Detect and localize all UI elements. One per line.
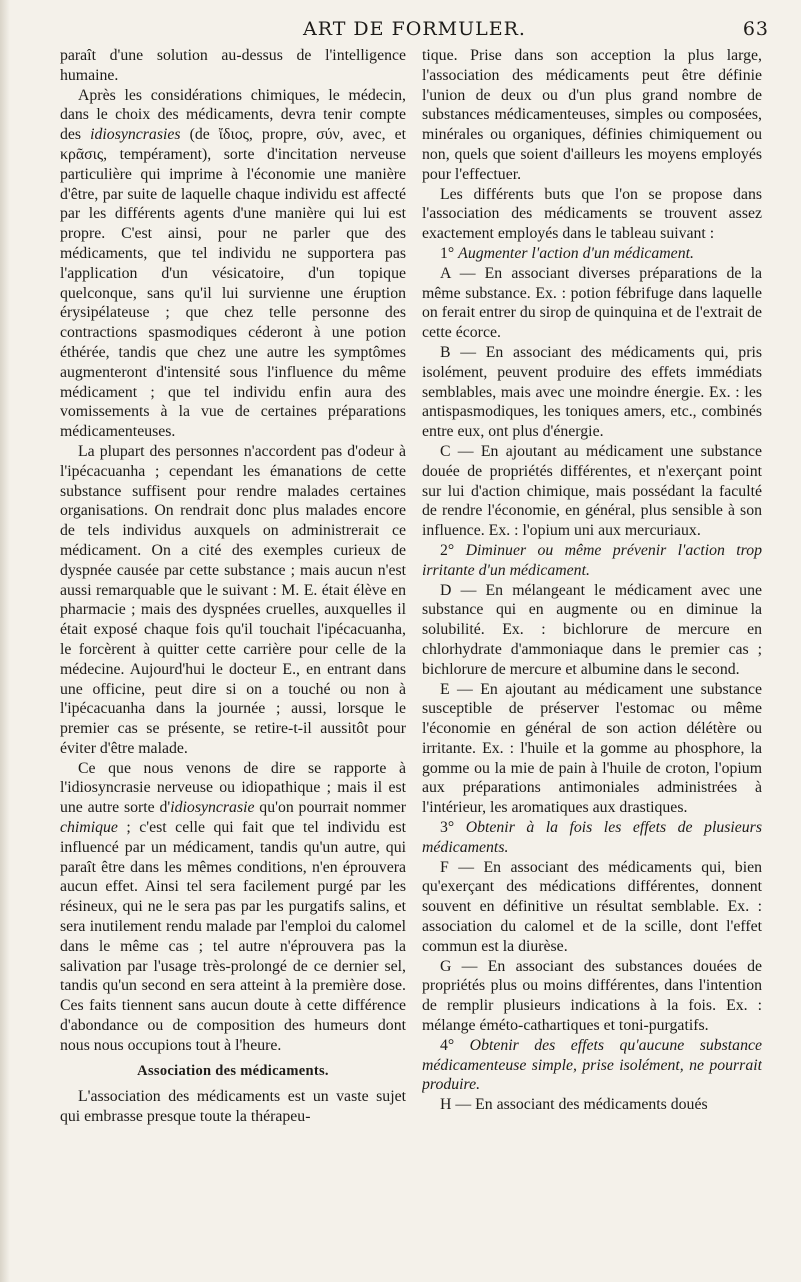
paragraph: Les différents buts que l'on se propose dans l'association des médicaments se trouvent assez exactement employés dans le tableau suivant : xyxy=(422,185,762,243)
running-title: ART DE FORMULER. xyxy=(303,18,526,40)
heading-2: 2° Diminuer ou même prévenir l'action trop irritante d'un médicament. xyxy=(422,541,762,579)
item-b: B — En associant des médicaments qui, pris isolément, peuvent produire des effets immédiats semblables, mais avec une moindre énergie. Ex. : les antispasmodiques, les toniques amers, etc., combinés entre eux, ont plus d'énergie. xyxy=(422,343,762,441)
item-a: A — En associant diverses préparations de la même substance. Ex. : potion fébrifuge dans laquelle on ferait entrer du sirop de quinquina et de l'extrait de cette écorce. xyxy=(422,264,762,342)
item-c: C — En ajoutant au médicament une substance douée de propriétés différentes, et n'exerçant point sur lui d'action chimique, mais possédant la faculté de rendre l'économie, en général, plus sensible à son influence. Ex. : l'opium uni aux mercuriaux. xyxy=(422,442,762,540)
right-column xyxy=(422,46,762,1246)
paragraph-idiosyncrasies: Après les considérations chimiques, le médecin, dans le choix des médicaments, devra tenir compte des idiosyncrasies (de ἴδιος, propre, σύν, avec, et κρᾶσις, tempérament), sorte d'incitation nerveuse particulière qui imprime à l'économie une manière d'être, par suite de laquelle chaque individu est affecté par les différents agents d'une manière qui lui est propre. C'est ainsi, pour ne parler que des médicaments, que tel individu ne supportera pas l'application d'un vésicatoire, d'un topique quelconque, sans qu'il lui survienne une éruption érysipélateuse ; que chez telle personne des contractions spasmodiques céderont à une potion éthérée, tandis que chez une autre les symptômes augmenteront d'intensité sous l'influence du même médicament ; que tel individu enfin aura des vomissements à la vue de certaines préparations médicamenteuses. xyxy=(60,86,406,441)
running-header xyxy=(60,18,769,44)
heading-3: 3° Obtenir à la fois les effets de plusieurs médicaments. xyxy=(422,819,762,856)
heading-1: 1° Augmenter l'action d'un médicament. xyxy=(440,244,694,262)
paragraph-chemical-idiosyncrasy: Ce que nous venons de dire se rapporte à l'idiosyncrasie nerveuse ou idiopathique ; mais il est une autre sorte d'idiosyncrasie qu'on pourrait nommer chimique ; c'est celle qui fait que tel individu est influencé par un médicament, tandis qu'un autre, qui paraît être dans les mêmes conditions, n'en éprouvera aucun effet. Ainsi tel sera facilement purgé par les résineux, qui ne le sera pas par les purgatifs salins, et sera inutilement rendu malade par l'emploi du calomel dans le même cas ; tel autre n'éprouvera pas la salivation par l'usage très-prolongé de ce dernier sel, tandis qu'un second en sera atteint à la première dose. Ces faits tiennent sans aucun doute à cette différence d'abondance ou de composition des humeurs dont nous nous occupions tout à l'heure. xyxy=(60,759,406,1054)
term-idiosyncrasie: idiosyncrasie xyxy=(170,799,255,817)
item-f: F — En associant des médicaments qui, bien qu'exerçant des médications différentes, donnent souvent en définitive un résultat semblable. Ex. : association du calomel et de la scille, dont l'effet commun est la diurèse. xyxy=(422,858,762,955)
page-edge-shadow xyxy=(0,0,10,1282)
item-h: H — En associant des médicaments doués xyxy=(440,1096,708,1114)
page-number: 63 xyxy=(742,18,769,40)
paragraph: paraît d'une solution au-dessus de l'intelligence humaine. xyxy=(60,47,406,84)
item-e: E — En ajoutant au médicament une substance susceptible de préserver l'estomac ou même l'économie en général de son action délétère ou irritante. Ex. : l'huile et la gomme au phosphore, la gomme ou la mie de pain à l'huile de croton, l'opium aux préparations antimoniales administrées à l'intérieur, les aromatiques aux drastiques. xyxy=(422,680,762,817)
paragraph-association: L'association des médicaments est un vaste sujet qui embrasse presque toute la thérapeu- xyxy=(60,1088,406,1126)
item-d: D — En mélangeant le médicament avec une substance qui en augmente ou en diminue la solubilité. Ex. : bichlorure de mercure en chlorhydrate d'ammoniaque dans le premier cas ; bichlorure de mercure et albumine dans le second. xyxy=(422,581,762,678)
item-g: G — En associant des substances douées de propriétés plus ou moins différentes, dans l'intention de remplir plusieurs indications à la fois. Ex. : mélange éméto-cathartiques et toni-purgatifs. xyxy=(422,957,762,1035)
term-idiosyncrasies: idiosyncrasies xyxy=(90,126,181,144)
heading-4: 4° Obtenir des effets qu'aucune substance médicamenteuse simple, prise isolément, ne pourrait produire. xyxy=(422,1036,762,1094)
term-chimique: chimique xyxy=(60,819,118,837)
paragraph-ipecacuanha: La plupart des personnes n'accordent pas d'odeur à l'ipécacuanha ; cependant les émanations de cette substance suffisent pour rendre malades certaines organisations. On rendrait donc plus malades encore de tels individus auxquels on administrerait ce médicament. On a cité des exemples curieux de dyspnée causée par cette substance ; mais aucun n'est aussi remarquable que le suivant : M. E. était élève en pharmacie ; mais des dyspnées cruelles, auxquelles il était exposé chaque fois qu'il touchait l'ipécacuanha, le forcèrent à quitter cette carrière pour celle de la médecine. Aujourd'hui le docteur E., en entrant dans une officine, peut dire si on a touché ou non à l'ipécacuanha dans la journée ; aussi, lorsque le premier cas se présente, se retire-t-il aussitôt pour éviter d'être malade. xyxy=(60,442,406,757)
left-column xyxy=(60,46,406,1246)
section-title: Association des médicaments. xyxy=(137,1062,329,1079)
paragraph: tique. Prise dans son acception la plus large, l'association des médicaments peut être définie l'union de deux ou d'un plus grand nombre de substances médicamenteuses, simples ou composées, minérales ou organiques, définies chimiquement ou non, quels que soient d'ailleurs les moyens employés pour l'effectuer. xyxy=(422,47,762,183)
